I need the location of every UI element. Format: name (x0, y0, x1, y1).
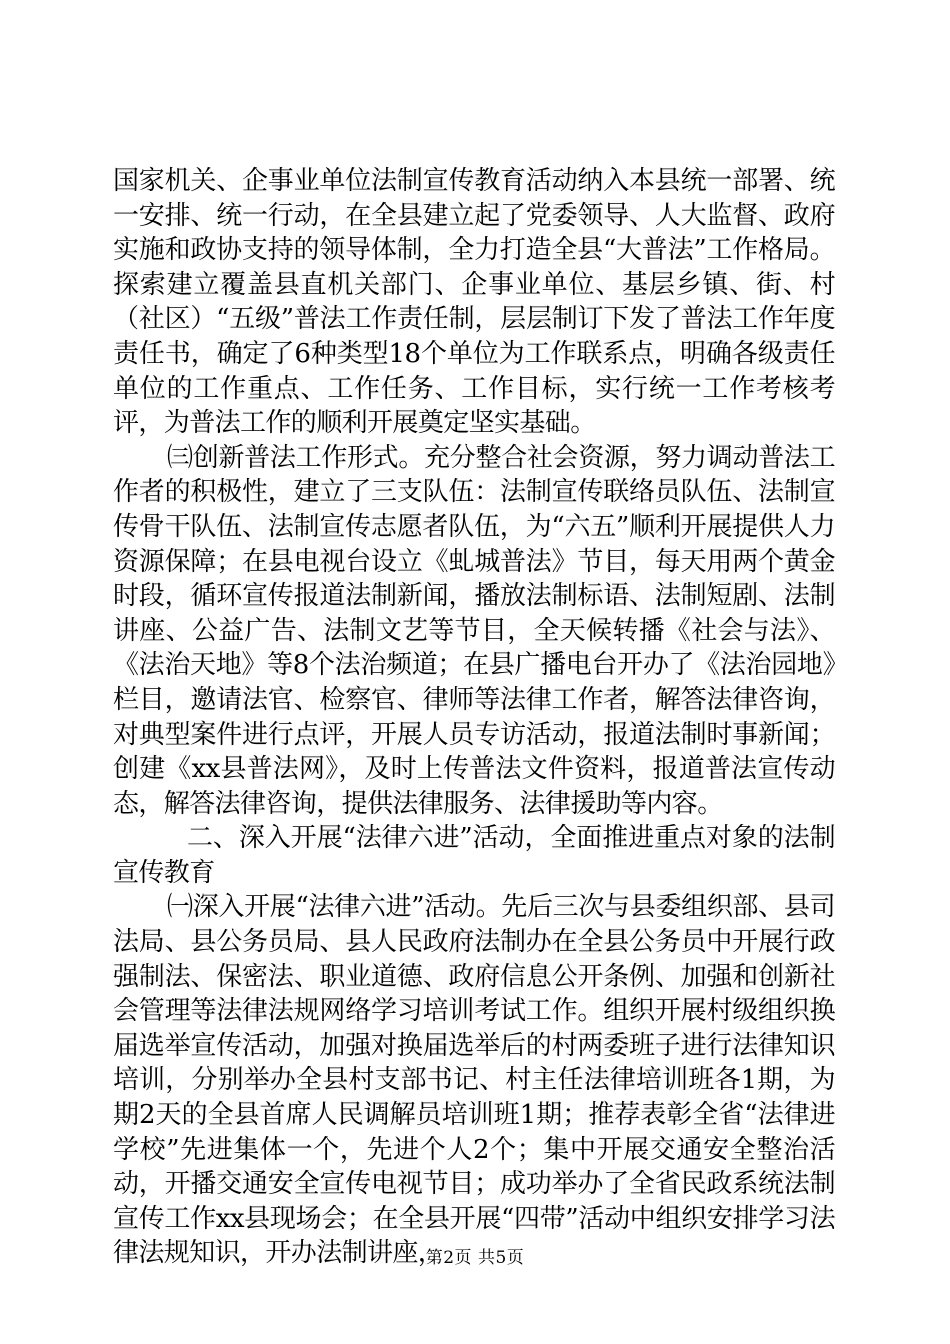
document-body (113, 164, 835, 1271)
section-heading-two: 二、深入开展“法律六进”活动，全面推进重点对象的法制宣传教育 (113, 823, 835, 888)
paragraph-six-entries: ㈠深入开展“法律六进”活动。先后三次与县委组织部、县司法局、县公务员局、县人民政府法制办在全县公务员中开展行政强制法、保密法、职业道德、政府信息公开条例、加强和创新社会管理等法律法规网络学习培训考试工作。组织开展村级组织换届选举宣传活动，加强对换届选举后的村两委班子进行法律知识培训，分别举办全县村支部书记、村主任法律培训班各1期，为期2天的全县首席人民调解员培训班1期；推荐表彰全省“法律进学校”先进集体一个，先进个人2个；集中开展交通安全整治活动，开播交通安全宣传电视节目；成功举办了全省民政系统法制宣传工作xx县现场会；在全县开展“四带”活动中组织安排学习法律法规知识，开办法制讲座， (113, 892, 835, 1269)
paragraph-leadership-system: 国家机关、企事业单位法制宣传教育活动纳入本县统一部署、统一安排、统一行动，在全县建立起了党委领导、人大监督、政府实施和政协支持的领导体制，全力打造全县“大普法”工作格局。探索建立覆盖县直机关部门、企事业单位、基层乡镇、街、村（社区）“五级”普法工作责任制，层层制订下发了普法工作年度责任书，确定了6种类型18个单位为工作联系点，明确各级责任单位的工作重点、工作任务、工作目标，实行统一工作考核考评，为普法工作的顺利开展奠定坚实基础。 (113, 166, 835, 439)
page-number-footer: 第2页 共5页 (425, 1248, 525, 1268)
paragraph-innovate-forms: ㈢创新普法工作形式。充分整合社会资源，努力调动普法工作者的积极性，建立了三支队伍：法制宣传联络员队伍、法制宣传骨干队伍、法制宣传志愿者队伍，为“六五”顺利开展提供人力资源保障；在县电视台设立《虬城普法》节目，每天用两个黄金时段，循环宣传报道法制新闻，播放法制标语、法制短剧、法制讲座、公益广告、法制文艺等节目，全天候转播《社会与法》、《法治天地》等8个法治频道；在县广播电台开办了《法治园地》栏目，邀请法官、检察官、律师等法律工作者，解答法律咨询，对典型案件进行点评，开展人员专访活动，报道法制时事新闻；创建《xx县普法网》，及时上传普法文件资料，报道普法宣传动态，解答法律咨询，提供法律服务、法律援助等内容。 (113, 442, 835, 819)
